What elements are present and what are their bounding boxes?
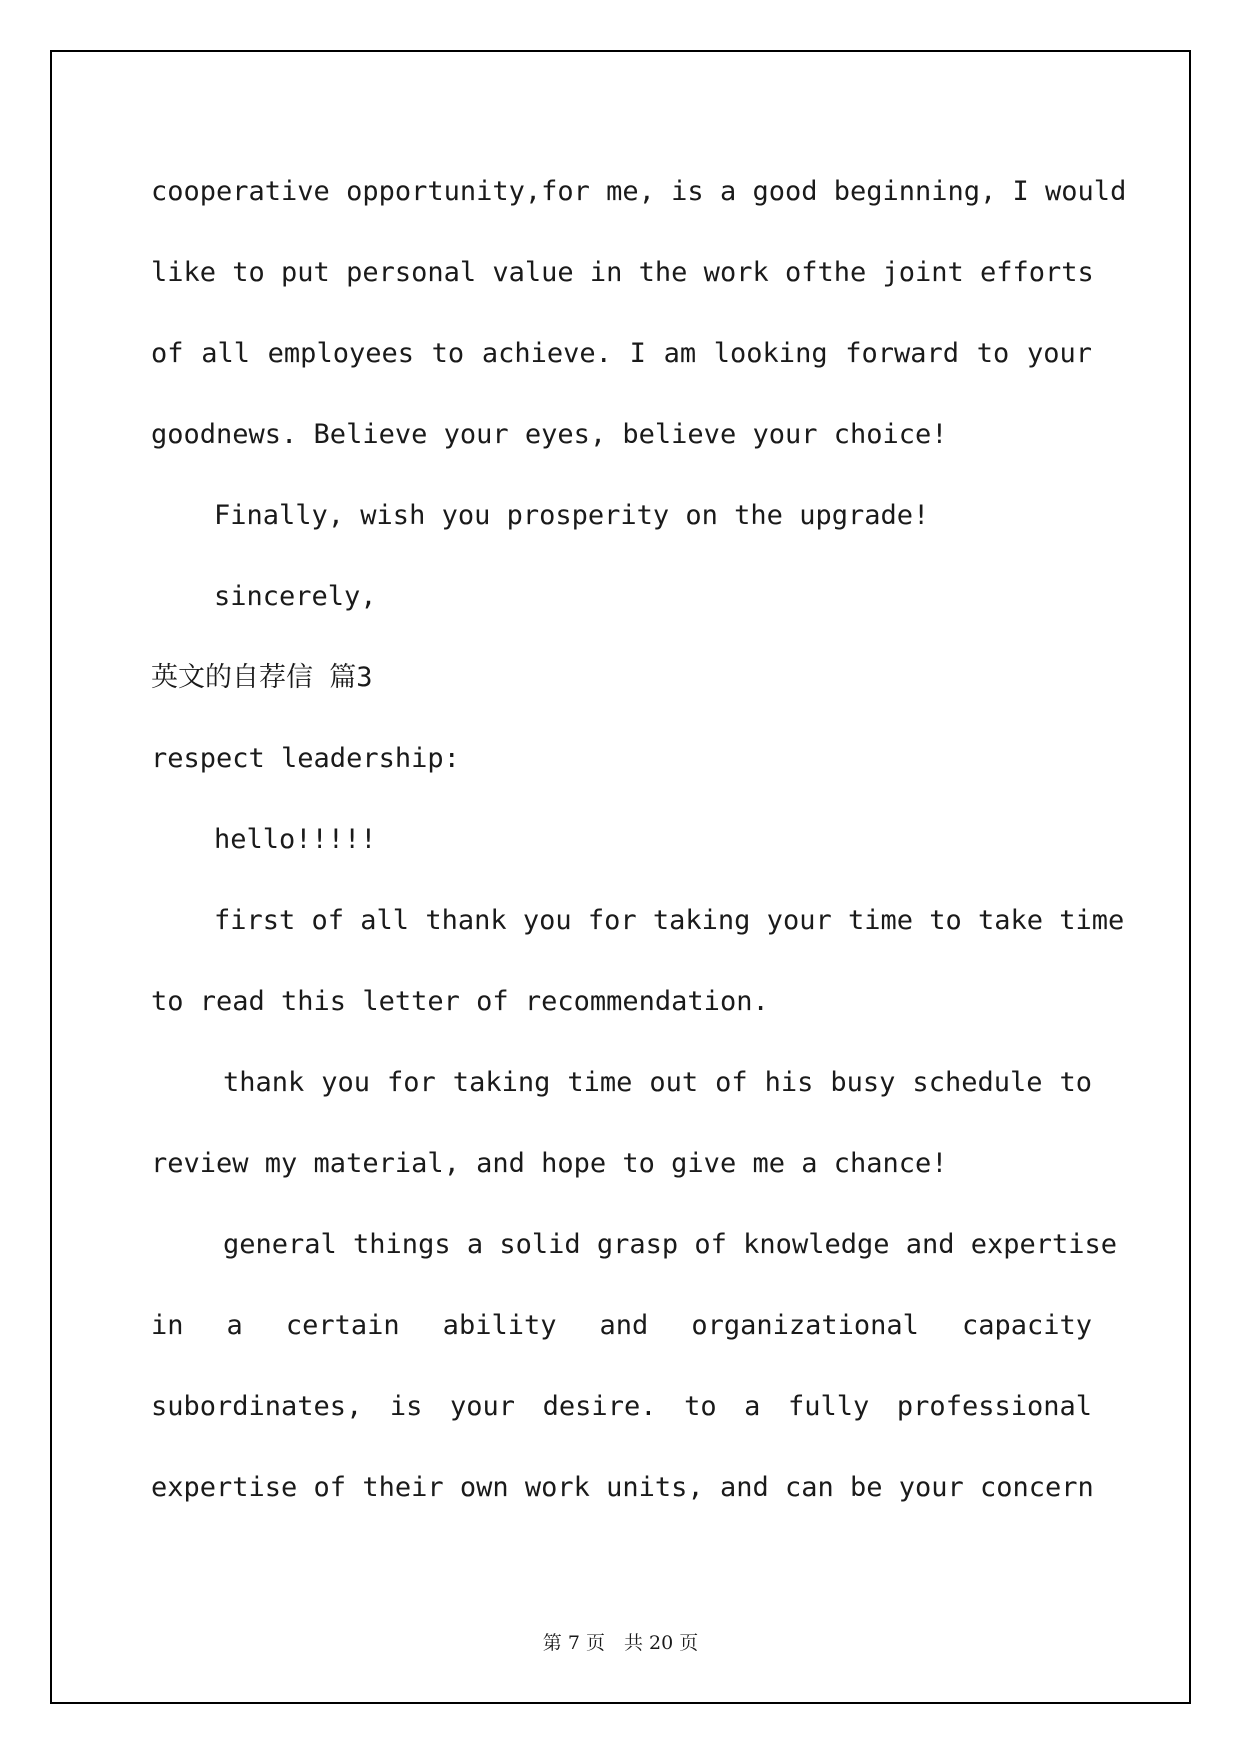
closing-sincerely: sincerely, [214, 581, 377, 612]
body-line-15: in a certain ability and organizational capacity [151, 1310, 1092, 1341]
salutation: respect leadership: [151, 743, 460, 774]
body-line-1: cooperative opportunity,for me, is a good beginning, I would [151, 176, 1127, 207]
page-number: 第 7 页 共 20 页 [542, 1632, 699, 1654]
page-border [50, 50, 1191, 1704]
body-line-14: general things a solid grasp of knowledge and expertise [223, 1229, 1118, 1260]
section-heading: 英文的自荐信 篇3 [151, 662, 373, 693]
body-line-2: like to put personal value in the work ofthe joint efforts [151, 257, 1094, 288]
body-line-16: subordinates, is your desire. to a fully professional [151, 1391, 1092, 1422]
body-line-17: expertise of their own work units, and can be your concern [151, 1472, 1094, 1503]
body-line-4: goodnews. Believe your eyes, believe your choice! [151, 419, 948, 450]
body-line-12: thank you for taking time out of his busy schedule to [223, 1067, 1092, 1098]
body-line-10: first of all thank you for taking your time to take time [214, 905, 1125, 936]
body-line-3: of all employees to achieve. I am looking forward to your [151, 338, 1092, 369]
body-line-11: to read this letter of recommendation. [151, 986, 769, 1017]
closing-wish: Finally, wish you prosperity on the upgrade! [214, 500, 930, 531]
body-line-13: review my material, and hope to give me a chance! [151, 1148, 948, 1179]
greeting: hello!!!!! [214, 824, 377, 855]
